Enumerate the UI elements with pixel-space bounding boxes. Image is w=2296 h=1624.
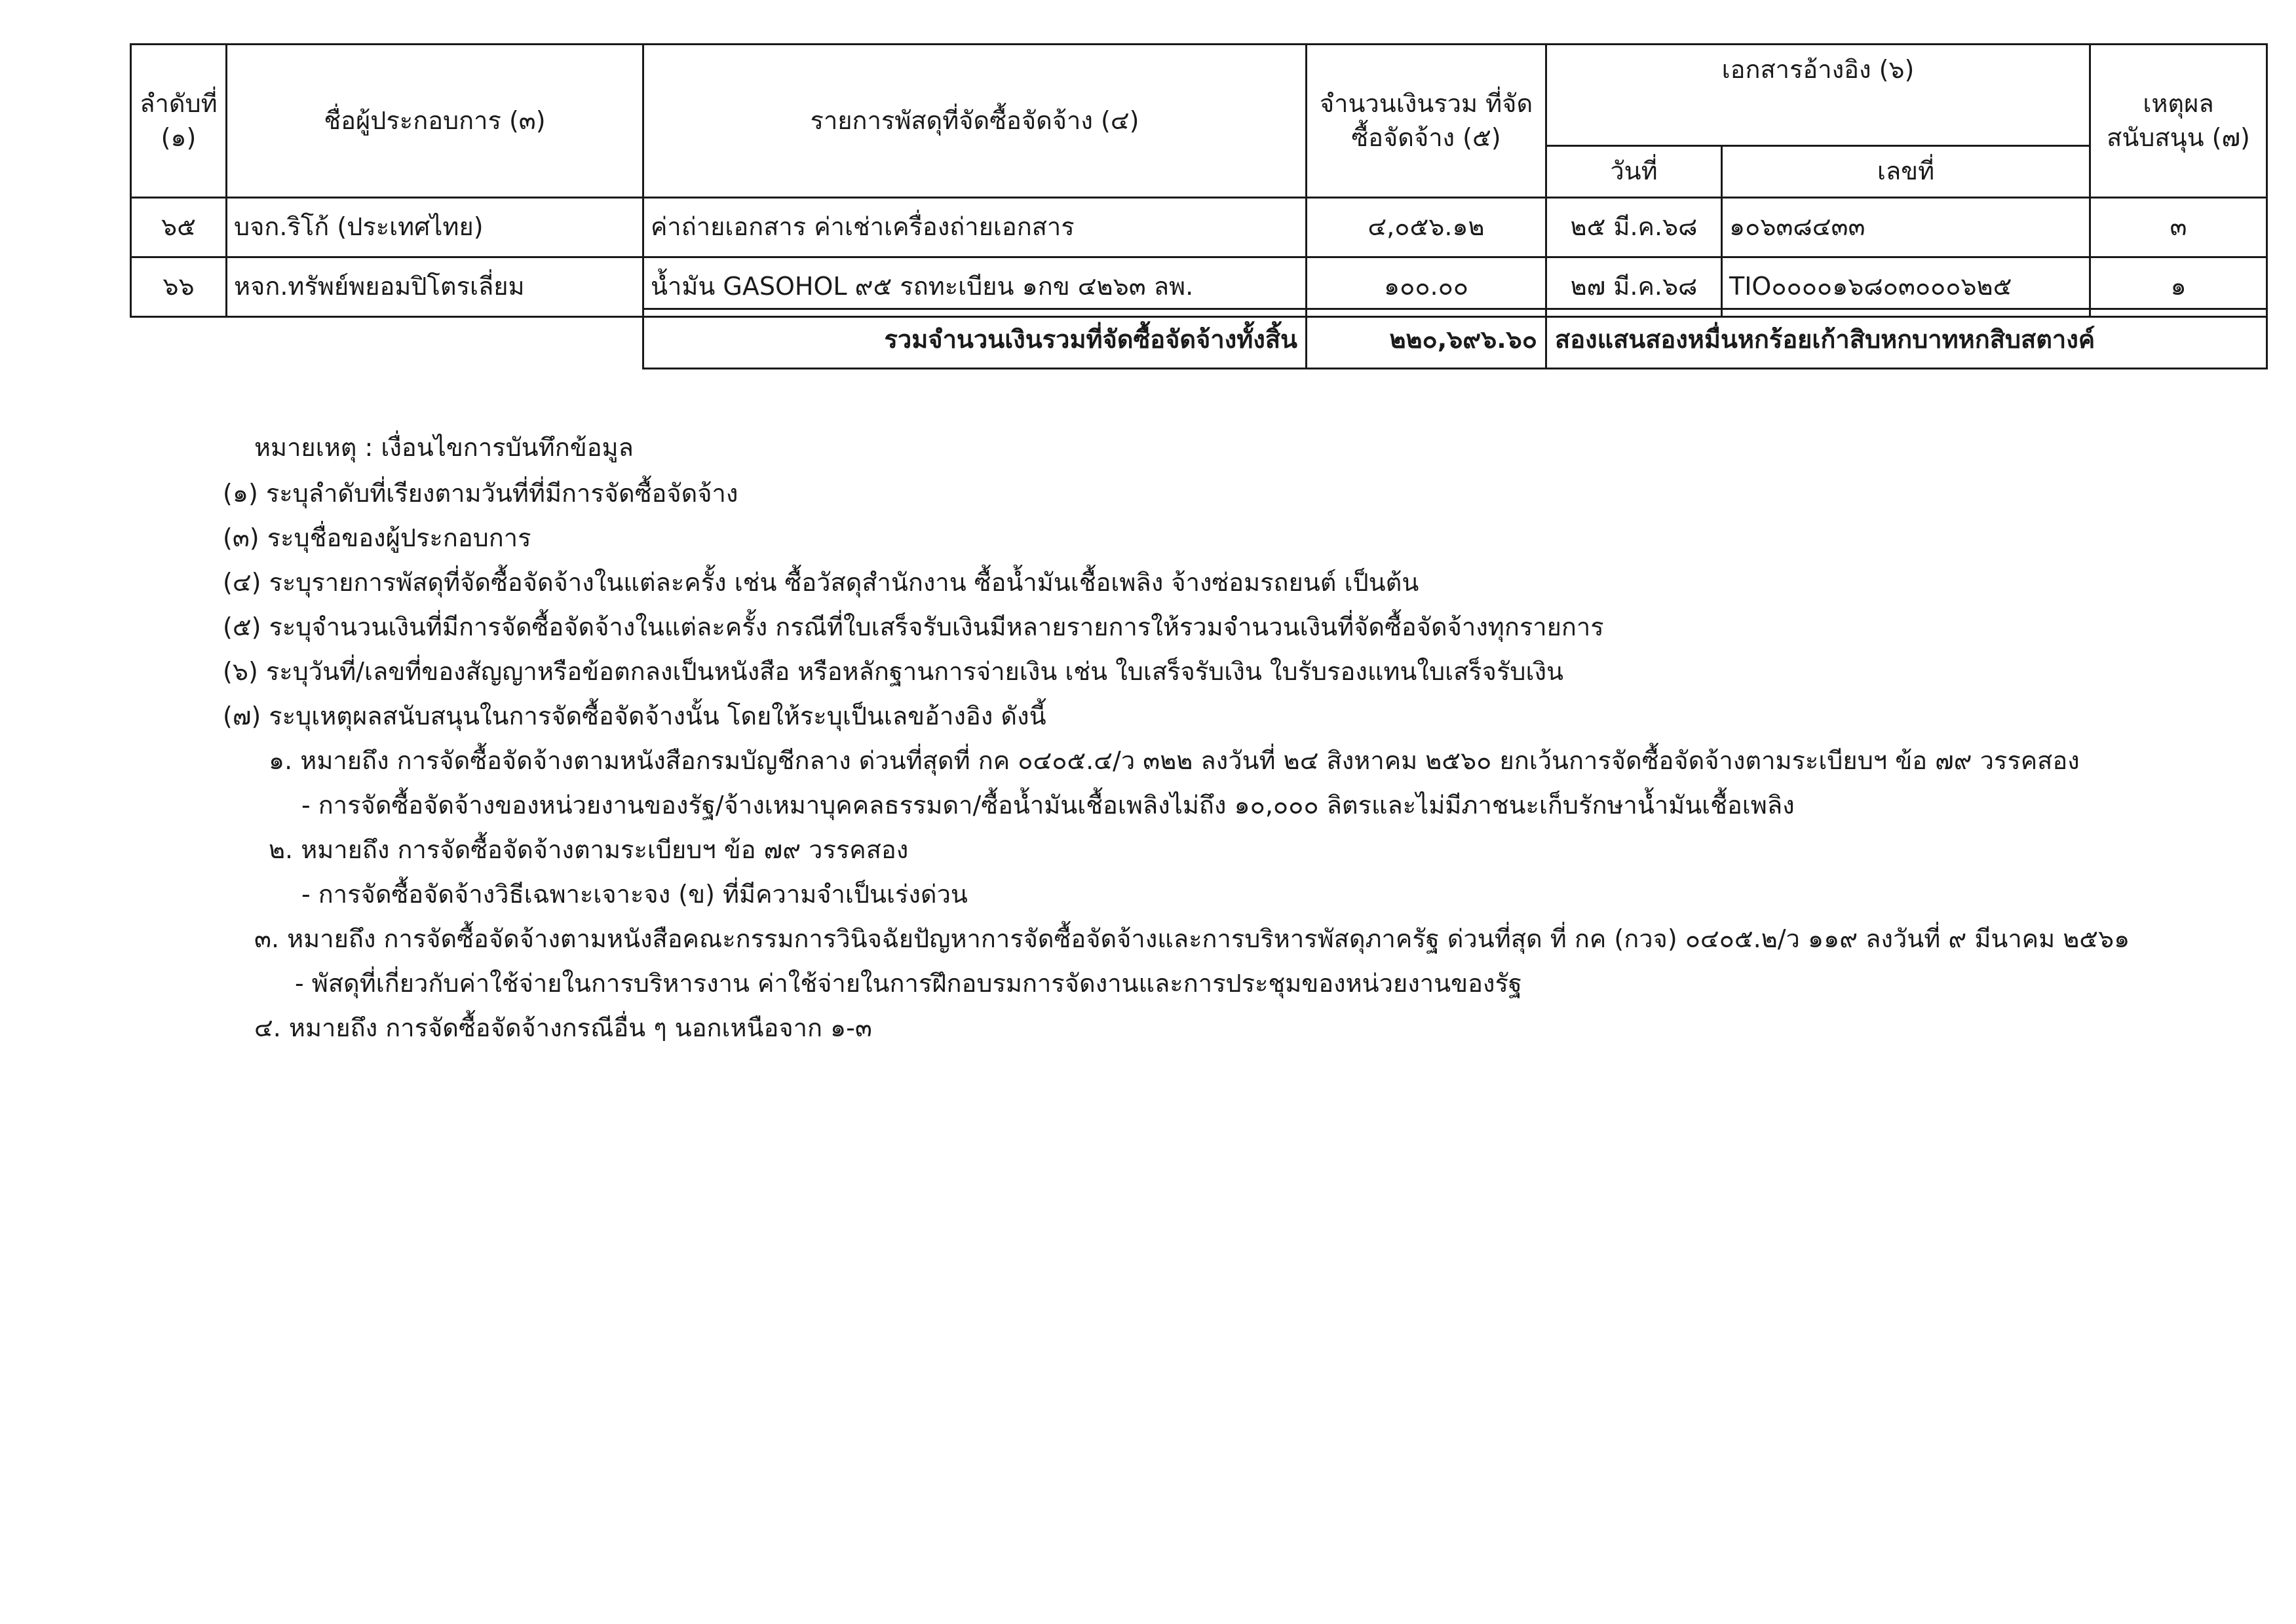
- reason-item: ๑. หมายถึง การจัดซื้อจัดจ้างตามหนังสือกรมบัญชีกลาง ด่วนที่สุดที่ กค ๐๔๐๕.๔/ว ๓๒๒ ลงวันที่ ๒๔ สิงหาคม ๒๕๖๐ ยกเว้นการจัดซื้อจัดจ้างตามระเบียบฯ ข้อ ๗๙ วรรคสอง: [269, 746, 2080, 775]
- reason-item: ๒. หมายถึง การจัดซื้อจัดจ้างตามระเบียบฯ ข้อ ๗๙ วรรคสอง: [269, 835, 909, 864]
- header-seq: ลำดับที่ (๑): [131, 45, 227, 198]
- reason-item: ๔. หมายถึง การจัดซื้อจัดจ้างกรณีอื่น ๆ นอกเหนือจาก ๑-๓: [254, 1013, 872, 1042]
- header-ref-docs: เอกสารอ้างอิง (๖): [1546, 45, 2090, 146]
- header-date: วันที่: [1546, 146, 1722, 198]
- total-label: รวมจำนวนเงินรวมที่จัดซื้อจัดจ้างทั้งสิ้น: [643, 309, 1307, 369]
- total-amount-words: สองแสนสองหมื่นหกร้อยเก้าสิบหกบาทหกสิบสตางค์: [1546, 309, 2267, 369]
- cell-seq: ๖๕: [131, 198, 227, 257]
- cell-number: TIO๐๐๐๐๑๖๘๐๓๐๐๐๖๒๕: [1722, 257, 2090, 317]
- reason-subitem: - การจัดซื้อจัดจ้างวิธีเฉพาะเจาะจง (ข) ที่มีความจำเป็นเร่งด่วน: [301, 880, 968, 909]
- table-row: [131, 198, 2267, 257]
- note-item: (๔) ระบุรายการพัสดุที่จัดซื้อจัดจ้างในแต่ละครั้ง เช่น ซื้อวัสดุสำนักงาน ซื้อน้ำมันเชื้อเพลิง จ้างซ่อมรถยนต์ เป็นต้น: [223, 568, 1419, 597]
- cell-seq: ๖๖: [131, 257, 227, 317]
- cell-amount: ๑๐๐.๐๐: [1307, 257, 1546, 317]
- header-number: เลขที่: [1722, 146, 2090, 198]
- cell-vendor: บจก.ริโก้ (ประเทศไทย): [227, 198, 643, 257]
- total-amount: ๒๒๐,๖๙๖.๖๐: [1307, 309, 1546, 369]
- note-item: (๑) ระบุลำดับที่เรียงตามวันที่ที่มีการจัดซื้อจัดจ้าง: [223, 479, 738, 508]
- header-reason: เหตุผลสนับสนุน (๗): [2090, 45, 2267, 198]
- note-item: (๗) ระบุเหตุผลสนับสนุนในการจัดซื้อจัดจ้างนั้น โดยให้ระบุเป็นเลขอ้างอิง ดังนี้: [223, 702, 1046, 730]
- note-item: (๕) ระบุจำนวนเงินที่มีการจัดซื้อจัดจ้างในแต่ละครั้ง กรณีที่ใบเสร็จรับเงินมีหลายรายการให้รวมจำนวนเงินที่จัดซื้อจัดจ้างทุกรายการ: [223, 613, 1604, 641]
- cell-reason: ๓: [2090, 198, 2267, 257]
- cell-date: ๒๗ มี.ค.๖๘: [1546, 257, 1722, 317]
- reason-item: ๓. หมายถึง การจัดซื้อจัดจ้างตามหนังสือคณะกรรมการวินิจฉัยปัญหาการจัดซื้อจัดจ้างและการบริหารพัสดุภาครัฐ ด่วนที่สุด ที่ กค (กวจ) ๐๔๐๕.๒/ว ๑๑๙ ลงวันที่ ๙ มีนาคม ๒๕๖๑: [254, 924, 2130, 953]
- cell-reason: ๑: [2090, 257, 2267, 317]
- cell-amount: ๔,๐๕๖.๑๒: [1307, 198, 1546, 257]
- reason-subitem: - การจัดซื้อจัดจ้างของหน่วยงานของรัฐ/จ้างเหมาบุคคลธรรมดา/ซื้อน้ำมันเชื้อเพลิงไม่ถึง ๑๐,๐๐๐ ลิตรและไม่มีภาชนะเก็บรักษาน้ำมันเชื้อเพลิง: [301, 791, 1795, 820]
- cell-number: ๑๐๖๓๘๔๓๓: [1722, 198, 2090, 257]
- note-item: (๓) ระบุชื่อของผู้ประกอบการ: [223, 523, 531, 552]
- header-vendor: ชื่อผู้ประกอบการ (๓): [227, 45, 643, 198]
- notes-title: หมายเหตุ : เงื่อนไขการบันทึกข้อมูล: [254, 433, 634, 462]
- procurement-table: [130, 43, 2268, 318]
- cell-date: ๒๕ มี.ค.๖๘: [1546, 198, 1722, 257]
- reason-subitem: - พัสดุที่เกี่ยวกับค่าใช้จ่ายในการบริหารงาน ค่าใช้จ่ายในการฝึกอบรมการจัดงานและการประชุมของหน่วยงานของรัฐ: [295, 969, 1522, 998]
- header-items: รายการพัสดุที่จัดซื้อจัดจ้าง (๔): [643, 45, 1307, 198]
- note-item: (๖) ระบุวันที่/เลขที่ของสัญญาหรือข้อตกลงเป็นหนังสือ หรือหลักฐานการจ่ายเงิน เช่น ใบเสร็จรับเงิน ใบรับรองแทนใบเสร็จรับเงิน: [223, 657, 1563, 686]
- total-row: [642, 308, 2268, 369]
- cell-items: ค่าถ่ายเอกสาร ค่าเช่าเครื่องถ่ายเอกสาร: [643, 198, 1307, 257]
- cell-items: น้ำมัน GASOHOL ๙๕ รถทะเบียน ๑กข ๔๒๖๓ ลพ.: [643, 257, 1307, 317]
- cell-vendor: หจก.ทรัพย์พยอมปิโตรเลี่ยม: [227, 257, 643, 317]
- header-amount: จำนวนเงินรวม ที่จัดซื้อจัดจ้าง (๕): [1307, 45, 1546, 198]
